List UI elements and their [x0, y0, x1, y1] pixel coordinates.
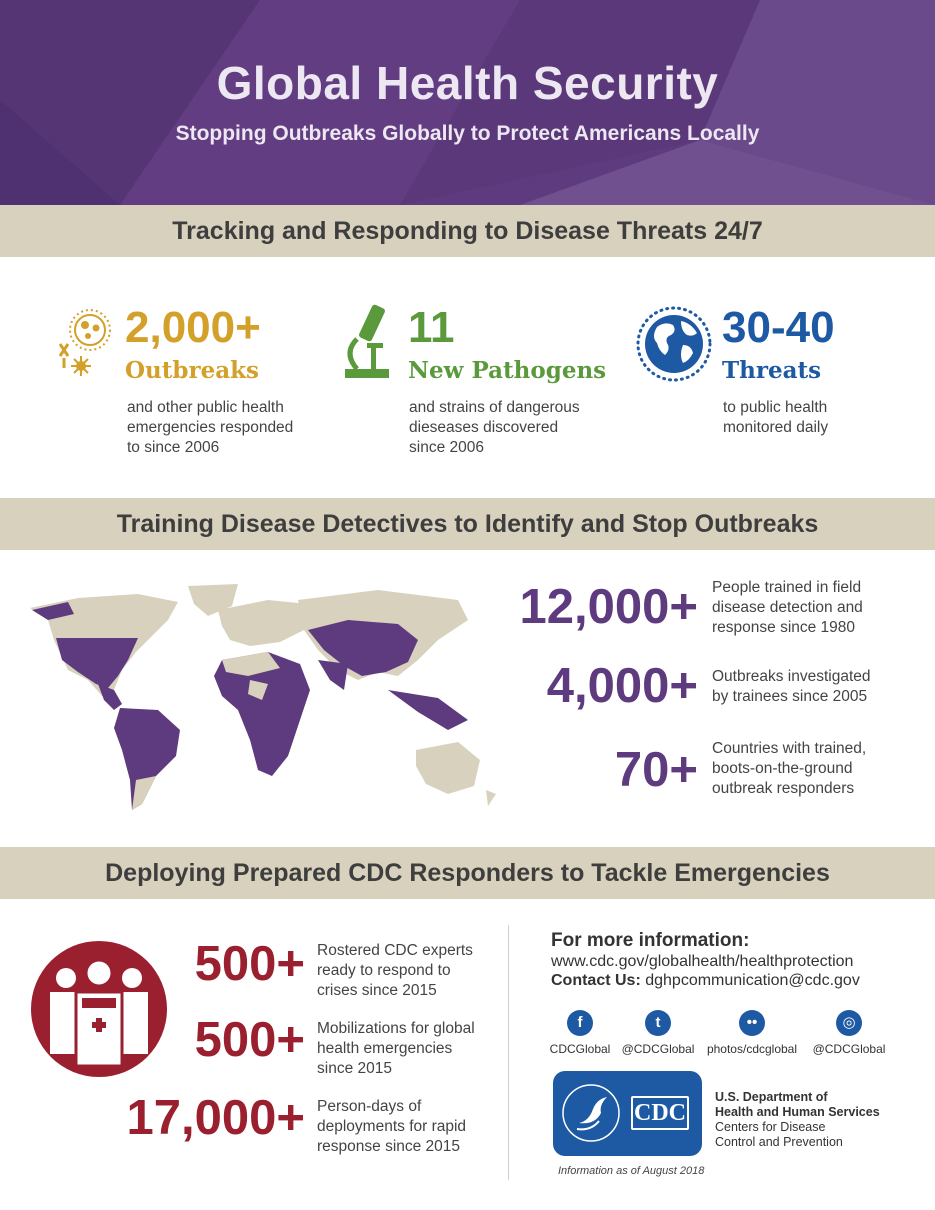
cdc-logo-box — [553, 1071, 702, 1156]
desc-line: boots-on-the-ground — [712, 760, 853, 777]
section-heading-deploying: Deploying Prepared CDC Responders to Tackle Emergencies — [0, 847, 935, 899]
microscope-icon — [343, 303, 393, 381]
stat-threats-number: 30-40 — [722, 303, 835, 352]
stat-pathogens-desc — [409, 398, 609, 458]
stat-rostered-experts-number: 500+ — [194, 937, 305, 991]
stat-pathogens-number: 11 — [408, 303, 455, 352]
stat-outbreaks-label: Outbreaks — [125, 357, 260, 384]
social-label: CDCGlobal — [549, 1042, 611, 1056]
as-of-date: Information as of August 2018 — [558, 1165, 705, 1177]
hhs-line: Centers for Disease — [715, 1120, 826, 1134]
desc-line: ready to respond to — [317, 962, 451, 979]
page-subtitle: Stopping Outbreaks Globally to Protect Americans Locally — [175, 122, 760, 145]
social-label: @CDCGlobal — [621, 1042, 695, 1056]
desc-line: by trainees since 2005 — [712, 688, 868, 705]
twitter-icon: t — [645, 1010, 671, 1036]
desc-line: crises since 2015 — [317, 982, 437, 999]
social-twitter[interactable] — [618, 1010, 698, 1056]
facebook-icon: f — [567, 1010, 593, 1036]
desc-line: to public health — [723, 399, 828, 416]
desc-line: since 2006 — [409, 439, 484, 456]
stat-people-trained-number: 12,000+ — [519, 580, 698, 634]
desc-line: since 2015 — [317, 1060, 392, 1077]
desc-line: outbreak responders — [712, 780, 855, 797]
stat-people-trained-desc — [712, 578, 912, 638]
social-label: @CDCGlobal — [812, 1042, 886, 1056]
stat-outbreaks-desc — [127, 398, 327, 458]
desc-line: Outbreaks investigated — [712, 668, 871, 685]
stat-countries-desc — [712, 739, 912, 799]
stat-mobilizations-desc — [317, 1019, 502, 1079]
desc-line: monitored daily — [723, 419, 829, 436]
stat-outbreaks-investigated-number: 4,000+ — [546, 659, 698, 713]
social-instagram[interactable] — [808, 1010, 890, 1056]
desc-line: and strains of dangerous — [409, 399, 580, 416]
virus-icon — [55, 306, 115, 382]
desc-line: deployments for rapid — [317, 1118, 467, 1135]
stat-threats-label: Threats — [722, 357, 822, 384]
stat-pathogens-label: New Pathogens — [408, 357, 607, 384]
section-heading-training: Training Disease Detectives to Identify and Stop Outbreaks — [0, 498, 935, 550]
responders-icon — [30, 940, 168, 1078]
desc-line: dieseases discovered — [409, 419, 559, 436]
desc-line: health emergencies — [317, 1040, 453, 1057]
globe-icon — [635, 305, 713, 383]
contact-line — [551, 972, 860, 990]
social-flickr[interactable] — [700, 1010, 804, 1056]
desc-line: emergencies responded — [127, 419, 294, 436]
instagram-icon: ◎ — [836, 1010, 862, 1036]
desc-line: Person-days of — [317, 1098, 422, 1115]
desc-line: disease detection and — [712, 599, 863, 616]
flickr-icon: •• — [739, 1010, 765, 1036]
social-label: photos/cdcglobal — [706, 1042, 798, 1056]
stat-outbreaks-number: 2,000+ — [125, 303, 261, 352]
social-facebook[interactable] — [540, 1010, 620, 1056]
hhs-line: Control and Prevention — [715, 1135, 843, 1149]
hhs-cdc-text — [715, 1090, 915, 1150]
desc-line: People trained in field — [712, 579, 862, 596]
map-usa — [56, 638, 138, 688]
hhs-line: U.S. Department of — [715, 1090, 828, 1104]
desc-line: and other public health — [127, 399, 284, 416]
hhs-line: Health and Human Services — [715, 1105, 880, 1119]
desc-line: Mobilizations for global — [317, 1020, 475, 1037]
page-title: Global Health Security — [216, 57, 719, 109]
vertical-divider — [508, 925, 509, 1180]
desc-line: Countries with trained, — [712, 740, 867, 757]
desc-line: Rostered CDC experts — [317, 942, 473, 959]
stat-rostered-experts-desc — [317, 941, 502, 1001]
stat-countries-number: 70+ — [614, 743, 698, 797]
cdc-logo — [631, 1096, 689, 1130]
contact-email-link[interactable]: dghpcommunication@cdc.gov — [645, 972, 860, 989]
world-map — [18, 580, 498, 820]
more-info-heading: For more information: — [551, 930, 750, 951]
contact-label: Contact Us: — [551, 972, 641, 989]
stat-outbreaks-investigated-desc — [712, 667, 912, 707]
desc-line: response since 2015 — [317, 1138, 461, 1155]
stat-mobilizations-number: 500+ — [194, 1013, 305, 1067]
cdc-logo-text: CDC — [634, 1100, 686, 1126]
header-banner — [0, 0, 935, 205]
info-url-link[interactable]: www.cdc.gov/globalhealth/healthprotection — [551, 953, 854, 970]
desc-line: response since 1980 — [712, 619, 856, 636]
stat-person-days-desc — [317, 1097, 502, 1157]
stat-threats-desc — [723, 398, 903, 438]
section-heading-tracking: Tracking and Responding to Disease Threats 24/7 — [0, 205, 935, 257]
stat-person-days-number: 17,000+ — [126, 1091, 305, 1145]
desc-line: to since 2006 — [127, 439, 220, 456]
